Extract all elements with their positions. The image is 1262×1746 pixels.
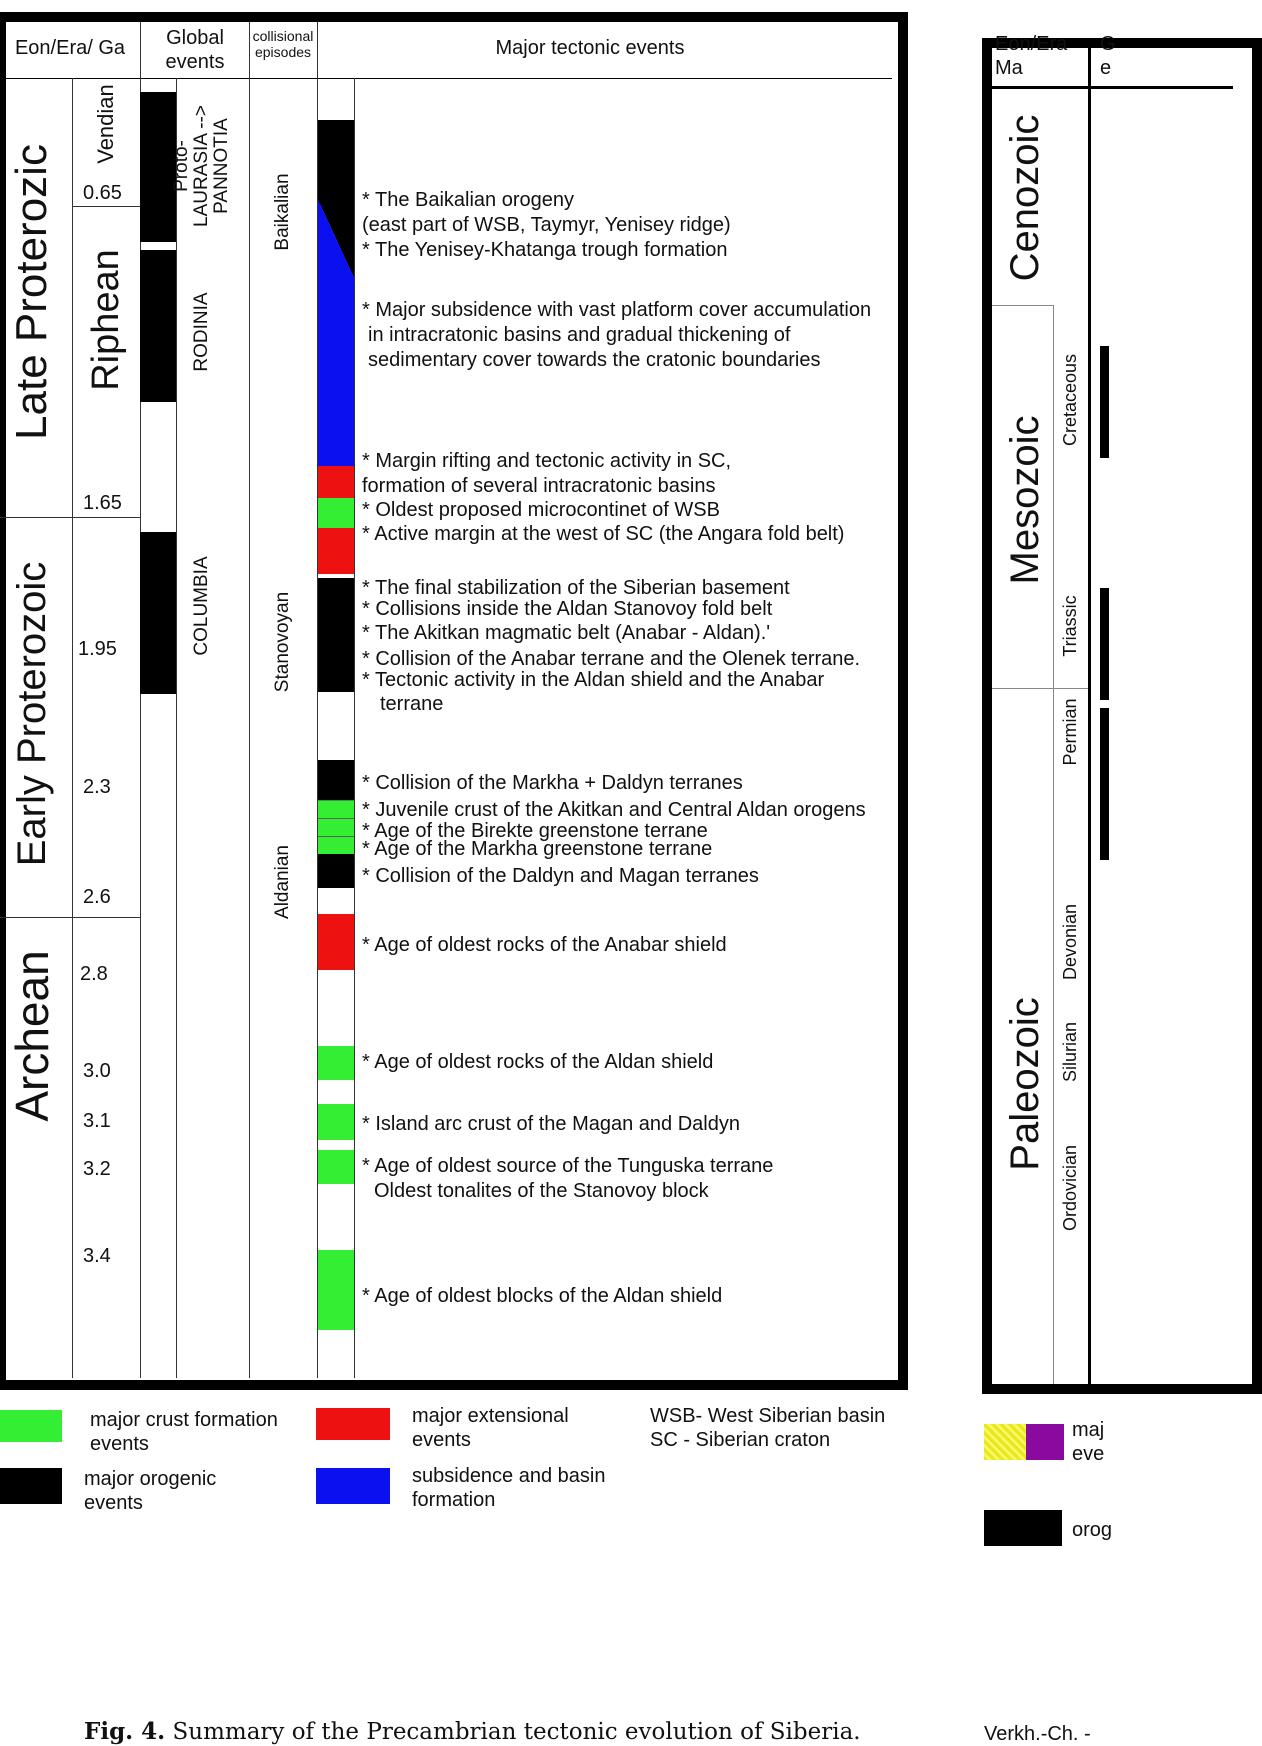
event-text: * Juvenile crust of the Akitkan and Central Aldan orogens bbox=[362, 799, 866, 821]
right-header-eon: Eon/Era Ma bbox=[995, 33, 1068, 79]
event-bar-crust bbox=[318, 800, 354, 856]
legend-crust-label: major crust formation events bbox=[90, 1409, 278, 1455]
event-bar-crust bbox=[318, 1046, 354, 1080]
caption-label: Fig. 4. bbox=[84, 1718, 166, 1745]
event-bar-orogenic bbox=[318, 760, 354, 800]
period-devonian: Devonian bbox=[1060, 903, 1080, 981]
event-bar-extension bbox=[318, 466, 354, 498]
event-text: * The Baikalian orogeny bbox=[362, 189, 574, 211]
age-label: 1.65 bbox=[83, 492, 122, 514]
legend-partial-2: orog bbox=[1072, 1519, 1113, 1541]
event-text: * Age of oldest source of the Tunguska terrane bbox=[362, 1155, 774, 1177]
event-text: * Age of oldest blocks of the Aldan shield bbox=[362, 1285, 723, 1307]
event-bar-crust bbox=[318, 1104, 354, 1140]
header-global: Global events bbox=[165, 27, 225, 73]
age-label: 3.0 bbox=[83, 1060, 111, 1082]
header-separator bbox=[992, 86, 1233, 89]
header-separator bbox=[0, 78, 892, 79]
header-eon: Eon/Era/ Ga bbox=[14, 37, 126, 59]
age-label: 2.3 bbox=[83, 776, 111, 798]
collisional-stanovoyan: Stanovoyan bbox=[272, 591, 293, 693]
subera-riphean: Riphean bbox=[85, 249, 127, 391]
col-line bbox=[249, 22, 250, 1378]
event-text: * Tectonic activity in the Aldan shield and the Anabar bbox=[362, 669, 825, 691]
event-text: * Collision of the Anabar terrane and the Olenek terrane. bbox=[362, 648, 861, 670]
footer-partial: Verkh.-Ch. - bbox=[984, 1723, 1091, 1745]
event-text: Oldest tonalites of the Stanovoy block bbox=[374, 1180, 709, 1202]
event-text: * Major subsidence with vast platform cover accumulation bbox=[362, 299, 872, 321]
event-bar-crust bbox=[318, 1150, 354, 1184]
age-label: 3.4 bbox=[83, 1245, 111, 1267]
right-bar bbox=[1100, 346, 1109, 458]
eon-late-proterozoic: Late Proterozic bbox=[7, 144, 56, 440]
subera-vendian: Vendian bbox=[93, 84, 118, 164]
period-silurian: Silurian bbox=[1060, 1021, 1080, 1083]
global-columbia-label: COLUMBIA bbox=[191, 556, 212, 656]
right-bar bbox=[1100, 708, 1109, 860]
eon-separator bbox=[0, 517, 140, 518]
era-mesozoic: Mesozoic bbox=[1003, 415, 1047, 585]
col-line bbox=[354, 78, 355, 1378]
global-bar-rodinia bbox=[140, 250, 176, 402]
legend-subsidence-label: subsidence and basin formation bbox=[412, 1465, 606, 1511]
event-text: * Age of the Markha greenstone terrane bbox=[362, 838, 713, 860]
figure-caption bbox=[84, 1718, 861, 1745]
event-bar-orogenic bbox=[318, 578, 354, 692]
event-text: * Collisions inside the Aldan Stanovoy fold belt bbox=[362, 598, 773, 620]
legend-extension-label: major extensional events bbox=[412, 1405, 569, 1451]
age-label: 2.8 bbox=[80, 963, 108, 985]
event-text: * The Yenisey-Khatanga trough formation bbox=[362, 239, 728, 261]
era-separator bbox=[992, 305, 1054, 306]
event-text: sedimentary cover towards the cratonic boundaries bbox=[368, 349, 821, 371]
legend-orogenic-label: major orogenic events bbox=[84, 1468, 217, 1514]
event-bar-crust bbox=[318, 498, 354, 528]
event-text: * Collision of the Daldyn and Magan terranes bbox=[362, 865, 759, 887]
event-text: (east part of WSB, Taymyr, Yenisey ridge) bbox=[362, 214, 731, 236]
collisional-aldanian: Aldanian bbox=[272, 845, 293, 919]
legend-swatch-purple bbox=[1026, 1424, 1064, 1460]
event-bar-extension bbox=[318, 914, 354, 970]
collisional-baikalian: Baikalian bbox=[272, 173, 293, 251]
legend-partial-1: maj eve bbox=[1072, 1419, 1105, 1465]
header-collisional: collisional episodes bbox=[252, 28, 314, 60]
legend-swatch-orogenic bbox=[0, 1468, 62, 1504]
event-text: * The final stabilization of the Siberian basement bbox=[362, 577, 790, 599]
subera-separator bbox=[72, 206, 140, 207]
bar-divider bbox=[318, 836, 354, 837]
legend-swatch-crust bbox=[0, 1410, 62, 1442]
global-rodinia-label: RODINIA bbox=[191, 292, 212, 372]
period-triassic: Triassic bbox=[1060, 595, 1080, 657]
col-line bbox=[1088, 48, 1091, 1384]
eon-early-proterozoic: Early Proterozoic bbox=[10, 561, 54, 867]
caption-text: Summary of the Precambrian tectonic evolution of Siberia. bbox=[172, 1719, 861, 1745]
event-text: * Active margin at the west of SC (the Angara fold belt) bbox=[362, 523, 845, 545]
event-text: formation of several intracratonic basins bbox=[362, 475, 716, 497]
event-text: in intracratonic basins and gradual thickening of bbox=[368, 324, 791, 346]
event-text: * Collision of the Markha + Daldyn terranes bbox=[362, 772, 743, 794]
event-bar-orogenic bbox=[318, 854, 354, 888]
event-text: * Island arc crust of the Magan and Daldyn bbox=[362, 1113, 740, 1135]
event-bar-crust bbox=[318, 1250, 354, 1330]
age-label: 3.2 bbox=[83, 1158, 111, 1180]
bar-divider bbox=[318, 818, 354, 819]
event-text: * Age of oldest rocks of the Aldan shield bbox=[362, 1051, 714, 1073]
event-bar-extension bbox=[318, 528, 354, 574]
legend-abbrev-wsb: WSB- West Siberian basin bbox=[650, 1405, 886, 1427]
era-cenozoic: Cenozoic bbox=[1003, 114, 1047, 282]
header-tectonic: Major tectonic events bbox=[495, 37, 685, 59]
legend-swatch-yellow bbox=[984, 1424, 1026, 1460]
age-label: 2.6 bbox=[83, 886, 111, 908]
legend-swatch-orogenic-right bbox=[984, 1510, 1062, 1546]
col-line bbox=[72, 78, 73, 1378]
event-text: * Age of the Birekte greenstone terrane bbox=[362, 820, 708, 842]
global-pannotia-label: Proto-LAURASIA --> PANNOTIA bbox=[171, 105, 232, 227]
event-bar-subsidence bbox=[318, 200, 354, 466]
legend-swatch-extension bbox=[316, 1408, 390, 1440]
right-bar bbox=[1100, 588, 1109, 700]
age-label: 3.1 bbox=[83, 1110, 111, 1132]
event-text: terrane bbox=[380, 693, 444, 715]
period-permian: Permian bbox=[1060, 698, 1080, 766]
legend-swatch-subsidence bbox=[316, 1468, 390, 1504]
right-header-next: G e bbox=[1100, 33, 1116, 79]
global-bar-columbia bbox=[140, 532, 176, 694]
legend-abbrev-sc: SC - Siberian craton bbox=[650, 1429, 831, 1451]
period-cretaceous: Cretaceous bbox=[1060, 353, 1080, 447]
col-line bbox=[176, 78, 177, 1378]
col-line bbox=[1053, 305, 1054, 1384]
eon-archean: Archean bbox=[6, 950, 58, 1122]
period-ordovician: Ordovician bbox=[1060, 1144, 1080, 1232]
age-label: 0.65 bbox=[83, 182, 122, 204]
event-bar-orogenic bbox=[318, 120, 354, 204]
event-text: * The Akitkan magmatic belt (Anabar - Aldan).' bbox=[362, 622, 771, 644]
era-paleozoic: Paleozoic bbox=[1003, 997, 1047, 1171]
event-text: * Age of oldest rocks of the Anabar shield bbox=[362, 934, 727, 956]
event-text: * Oldest proposed microcontinet of WSB bbox=[362, 499, 720, 521]
age-label: 1.95 bbox=[78, 638, 117, 660]
event-text: * Margin rifting and tectonic activity in SC, bbox=[362, 450, 732, 472]
